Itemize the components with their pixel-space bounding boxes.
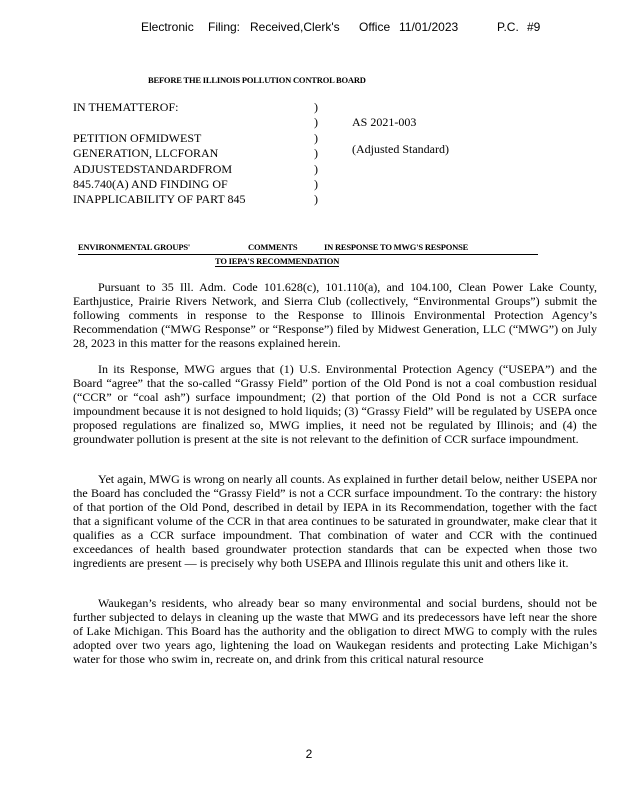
- caption-parties: IN THEMATTEROF: PETITION OFMIDWEST GENERATION, LLCFORAN ADJUSTEDSTANDARDFROM 845.740(A) AND FINDING OF INAPPLICABILITY OF PART 845: [73, 100, 246, 207]
- filing-header: [0, 20, 618, 36]
- page-number: 2: [305, 747, 313, 761]
- header-filing: Filing:: [208, 20, 241, 34]
- document-title: [78, 242, 538, 255]
- case-number: AS 2021-003: [352, 115, 417, 129]
- caption-parens: ) ) ) ) ) ) ): [314, 100, 318, 207]
- title-part3: IN RESPONSE TO MWG'S RESPONSE: [324, 242, 469, 252]
- title-part2: COMMENTS: [248, 242, 298, 252]
- document-title-line2: TO IEPA'S RECOMMENDATION: [215, 256, 340, 266]
- title-part1: ENVIRONMENTAL GROUPS': [78, 242, 191, 252]
- header-pc: P.C.: [497, 20, 519, 34]
- paragraph-intro: Pursuant to 35 Ill. Adm. Code 101.628(c), 101.110(a), and 104.100, Clean Power Lake County, Earthjustice, Prairie Rivers Network, and Sierra Club (collectively, “Environmental Groups”) submit the following comments in response to the Response to Illinois Environmental Protection Agency’s Recommendation (“MWG Response” or “Response”) filed by Midwest Generation, LLC (“MWG”) on July 28, 2023 in this matter for the reasons explained herein.: [73, 280, 597, 350]
- header-date: 11/01/2023: [399, 20, 459, 34]
- header-electronic: Electronic: [141, 20, 194, 34]
- paragraph-rebuttal: Yet again, MWG is wrong on nearly all counts. As explained in further detail below, neither USEPA nor the Board has concluded the “Grassy Field” is not a CCR surface impoundment. To the contrary: the history of that portion of the Old Pond, described in detail by IEPA in its Recommendation, together with the fact that a significant volume of the CCR in that area continues to be saturated in groundwater, make clear that it qualifies as a CCR surface impoundment. That combination of water and CCR with the continued exceedances of health based groundwater protection standards that can be expected when those two ingredients are present — is precisely why both USEPA and Illinois regulate this unit and others like it.: [73, 472, 597, 570]
- case-type: (Adjusted Standard): [352, 142, 449, 156]
- header-pc-number: #9: [527, 20, 541, 34]
- paragraph-mwg-arguments: In its Response, MWG argues that (1) U.S. Environmental Protection Agency (“USEPA”) and the Board “agree” that the so-called “Grassy Field” portion of the Old Pond is not a coal combustion residual (“CCR” or “coal ash”) surface impoundment; (2) that portion of the Old Pond is not a CCR surface impoundment because it is not designed to hold liquids; (3) “Grassy Field” will be regulated by USEPA once proposed regulations are finalized so, MWG implies, it need not be regulated by Illinois; and (4) the groundwater pollution is present at the site is not relevant to the definition of CCR surface impoundment.: [73, 362, 597, 446]
- header-received: Received,Clerk's: [250, 20, 340, 34]
- board-title: BEFORE THE ILLINOIS POLLUTION CONTROL BOARD: [148, 75, 366, 85]
- header-office: Office: [359, 20, 391, 34]
- paragraph-waukegan: Waukegan’s residents, who already bear so many environmental and social burdens, should not be further subjected to delays in cleaning up the waste that MWG and its predecessors have left near the shore of Lake Michigan. This Board has the authority and the obligation to direct MWG to comply with the rules adopted over two years ago, lightening the load on Waukegan residents and protecting Lake Michigan’s water for those who swim in, recreate on, and drink from this critical natural resource: [73, 596, 597, 666]
